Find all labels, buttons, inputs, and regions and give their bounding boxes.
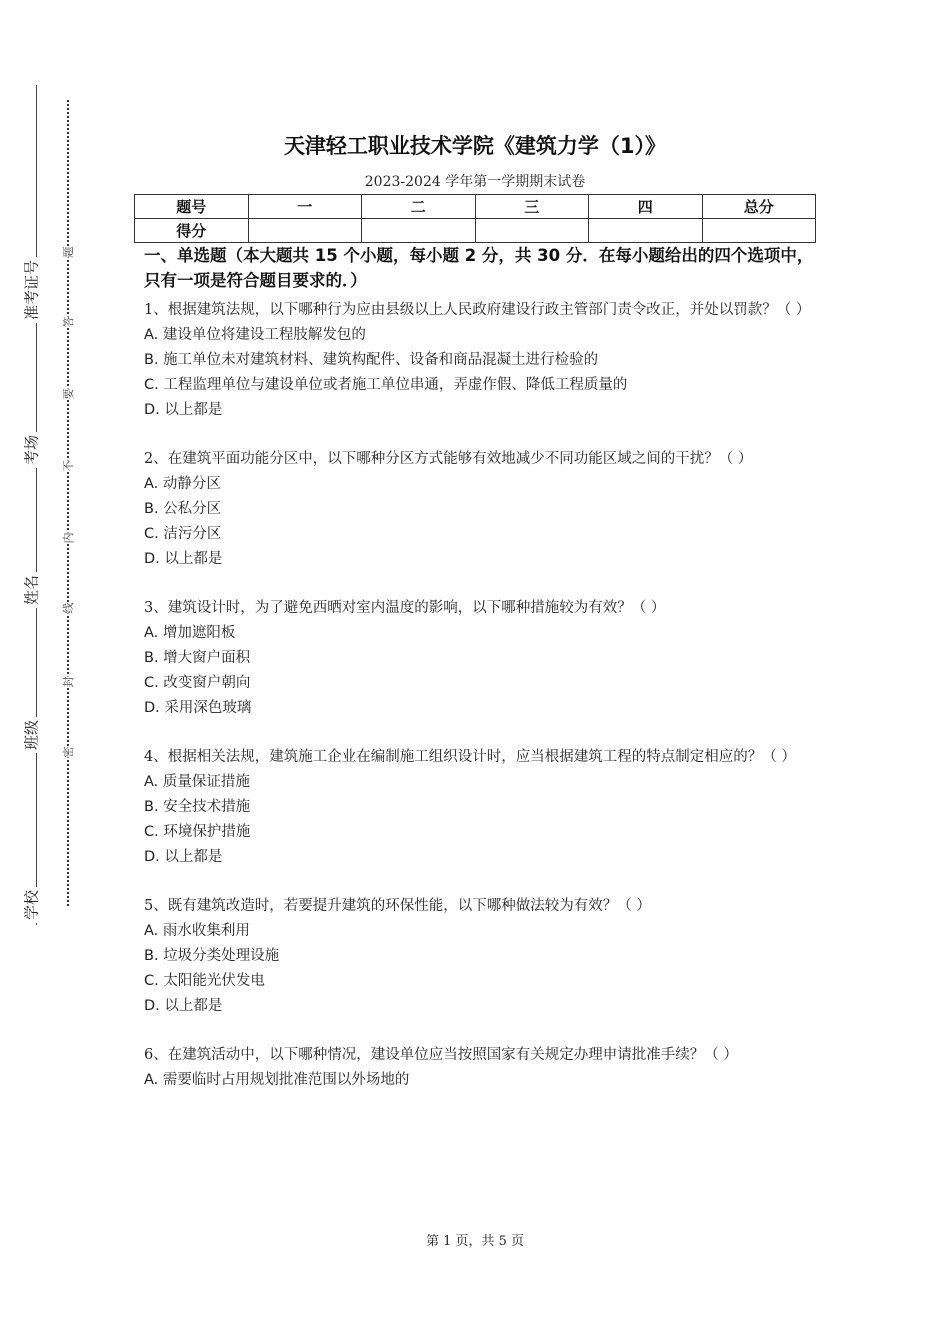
- question-6: [144, 1043, 816, 1093]
- option-d: D. 以上都是: [144, 998, 223, 1014]
- exam-title: 天津轻工职业技术学院《建筑力学（1）》: [283, 134, 667, 158]
- seal-char: 不: [58, 461, 78, 472]
- option-a: A. 需要临时占用规划批准范围以外场地的: [144, 1072, 410, 1088]
- seal-char: 内: [58, 533, 78, 544]
- question-3: [144, 596, 816, 721]
- option-c: C. 洁污分区: [144, 526, 222, 542]
- seal-char: 密: [58, 747, 78, 758]
- score-cell: [362, 219, 476, 243]
- table-cell: 一: [248, 195, 362, 219]
- option-a: A. 动静分区: [144, 476, 221, 492]
- option-c: C. 环境保护措施: [144, 824, 251, 840]
- option-b: B. 安全技术措施: [144, 799, 251, 815]
- option-d: D. 以上都是: [144, 402, 223, 418]
- question-5: [144, 894, 816, 1019]
- question-stem: 1、根据建筑法规，以下哪种行为应由县级以上人民政府建设行政主管部门责令改正，并处以罚款？（ ）: [144, 302, 811, 318]
- option-a: A. 增加遮阳板: [144, 625, 236, 641]
- question-stem: 3、建筑设计时，为了避免西晒对室内温度的影响，以下哪种措施较为有效？（ ）: [144, 600, 666, 616]
- seal-char: 题: [58, 247, 78, 258]
- option-d: D. 以上都是: [144, 551, 223, 567]
- score-cell: [248, 219, 362, 243]
- table-cell: 三: [475, 195, 589, 219]
- score-table: [134, 194, 816, 243]
- seal-char: 答: [58, 317, 78, 328]
- score-cell: [475, 219, 589, 243]
- option-b: B. 施工单位未对建筑材料、建筑构配件、设备和商品混凝土进行检验的: [144, 352, 599, 368]
- table-cell: 得分: [135, 219, 249, 243]
- class-label: 班级: [21, 717, 42, 753]
- question-1: [144, 298, 816, 423]
- option-a: A. 建设单位将建设工程肢解发包的: [144, 327, 366, 343]
- question-2: [144, 447, 816, 572]
- option-c: C. 太阳能光伏发电: [144, 973, 265, 989]
- score-cell: [702, 219, 816, 243]
- option-b: B. 垃圾分类处理设施: [144, 948, 280, 964]
- question-section: [144, 243, 816, 1117]
- score-table-header-row: [135, 195, 816, 219]
- option-a: A. 雨水收集利用: [144, 923, 250, 939]
- seal-char: 要: [58, 389, 78, 400]
- score-cell: [589, 219, 703, 243]
- question-4: [144, 745, 816, 870]
- question-stem: 6、在建筑活动中，以下哪种情况，建设单位应当按照国家有关规定办理申请批准手续？（ ）: [144, 1047, 738, 1063]
- section-heading: 一、单选题（本大题共 15 个小题，每小题 2 分，共 30 分．在每小题给出的四个选项中，只有一项是符合题目要求的．）: [144, 246, 814, 290]
- binding-solid-line: [36, 85, 37, 925]
- table-cell: 二: [362, 195, 476, 219]
- page-number: 第 1 页，共 5 页: [425, 1234, 525, 1249]
- question-stem: 5、既有建筑改造时，若要提升建筑的环保性能，以下哪种做法较为有效？（ ）: [144, 898, 651, 914]
- exam-number-label: 准考证号: [21, 257, 42, 323]
- table-cell: 题号: [135, 195, 249, 219]
- name-label: 姓名: [21, 572, 42, 608]
- option-a: A. 质量保证措施: [144, 774, 250, 790]
- question-stem: 2、在建筑平面功能分区中，以下哪种分区方式能够有效地减少不同功能区域之间的干扰？（ ）: [144, 451, 753, 467]
- option-d: D. 采用深色玻璃: [144, 700, 252, 716]
- table-cell: 四: [589, 195, 703, 219]
- score-table-score-row: [135, 219, 816, 243]
- binding-margin: [0, 0, 120, 1344]
- option-d: D. 以上都是: [144, 849, 223, 865]
- binding-dotted-line: [67, 100, 69, 906]
- option-c: C. 改变窗户朝向: [144, 675, 251, 691]
- option-c: C. 工程监理单位与建设单位或者施工单位串通，弄虚作假、降低工程质量的: [144, 377, 628, 393]
- option-b: B. 增大窗户面积: [144, 650, 251, 666]
- table-cell: 总分: [702, 195, 816, 219]
- question-stem: 4、根据相关法规，建筑施工企业在编制施工组织设计时，应当根据建筑工程的特点制定相应的？（ ）: [144, 749, 796, 765]
- exam-subtitle: 2023-2024 学年第一学期期末试卷: [364, 174, 586, 190]
- seal-char: 封: [58, 677, 78, 688]
- school-label: 学校: [21, 887, 42, 923]
- exam-room-label: 考场: [21, 432, 42, 468]
- option-b: B. 公私分区: [144, 501, 222, 517]
- seal-char: 线: [58, 603, 78, 614]
